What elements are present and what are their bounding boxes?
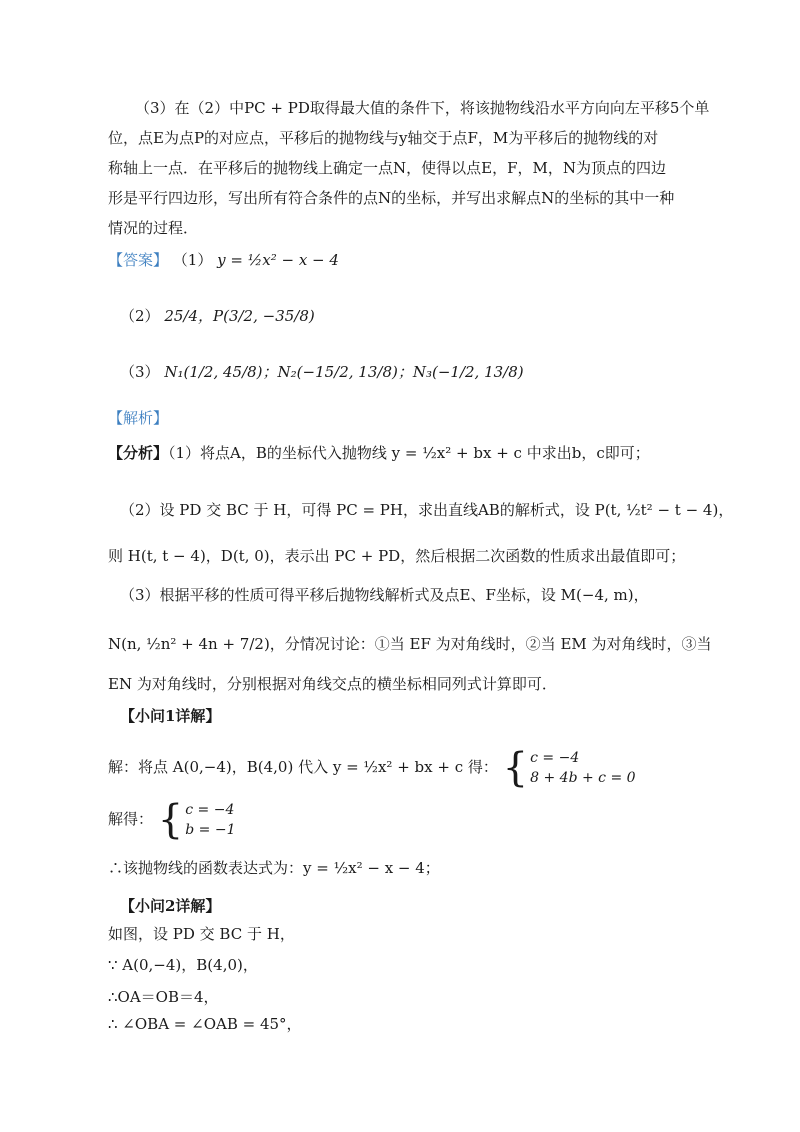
analysis-line-1	[108, 443, 800, 463]
fenxi-tag: 【分析】	[108, 444, 169, 462]
analysis-f1: （1）将点A，B的坐标代入抛物线 y = ½x² + bx + c 中求出b，c即可；	[168, 444, 650, 462]
q1-system-1: { c = −4 8 + 4b + c = 0	[502, 745, 636, 791]
analysis-line-2: （2）设 PD 交 BC 于 H，可得 PC = PH，求出直线AB的解析式，设 P(t, ½t² − t − 4)，	[120, 501, 734, 519]
q1-line-3: ∴该抛物线的函数表达式为：y = ½x² − x − 4；	[108, 859, 440, 877]
answer-line-2	[120, 306, 800, 326]
q2-line-2: ∵ A(0,−4)，B(4,0)，	[108, 956, 258, 974]
q1-system-1-row-1: c = −4	[530, 750, 580, 766]
part3-line-5: 情况的过程．	[108, 219, 199, 237]
answer-line-1	[108, 250, 800, 270]
q1-system-1-row-2: 8 + 4b + c = 0	[530, 770, 636, 786]
analysis-tag: 【解析】	[108, 409, 169, 427]
q1-line-2	[108, 797, 800, 843]
answer-3-prefix: （3）	[120, 363, 160, 381]
analysis-line-3: 则 H(t, t − 4)，D(t, 0)，表示出 PC + PD，然后根据二次函数的性质求出最值即可；	[108, 547, 686, 565]
part3-line-3: 称轴上一点．在平移后的抛物线上确定一点N，使得以点E，F，M，N为顶点的四边	[108, 159, 666, 177]
q1-system-2: { c = −4 b = −1	[157, 797, 236, 843]
part3-line-2: 位，点E为点P的对应点，平移后的抛物线与y轴交于点F，M为平移后的抛物线的对	[108, 129, 659, 147]
answer-tag: 【答案】	[108, 251, 169, 269]
q2-line-1: 如图，设 PD 交 BC 于 H，	[108, 925, 295, 943]
analysis-line-5: N(n, ½n² + 4n + 7/2)，分情况讨论：①当 EF 为对角线时，②当 EM 为对角线时，③当	[108, 635, 712, 653]
answer-1: y = ½x² − x − 4	[217, 251, 339, 269]
answer-3: N₁(1/2, 45/8)；N₂(−15/2, 13/8)；N₃(−1/2, 13/8)	[164, 363, 524, 381]
part3-line-4: 形是平行四边形，写出所有符合条件的点N的坐标，并写出求解点N的坐标的其中一种	[108, 189, 675, 207]
answer-2: 25/4，P(3/2, −35/8)	[164, 307, 315, 325]
q2-line-4: ∴ ∠OBA = ∠OAB = 45°，	[108, 1015, 302, 1033]
q2-tag: 【小问2详解】	[120, 897, 221, 915]
analysis-line-4: （3）根据平移的性质可得平移后抛物线解析式及点E、F坐标，设 M(−4, m)，	[120, 586, 649, 604]
q1-system-2-row-1: c = −4	[185, 802, 235, 818]
q1-step-1: 解：将点 A(0,−4)，B(4,0) 代入 y = ½x² + bx + c 得：	[108, 758, 498, 776]
answer-line-3	[120, 362, 800, 382]
analysis-line-6: EN 为对角线时，分别根据对角线交点的横坐标相同列式计算即可．	[108, 675, 557, 693]
part3-line-1: （3）在（2）中PC + PD取得最大值的条件下，将该抛物线沿水平方向向左平移5个单	[135, 99, 710, 117]
answer-1-prefix: （1）	[172, 251, 213, 269]
q1-tag: 【小问1详解】	[120, 707, 221, 725]
answer-2-prefix: （2）	[120, 307, 160, 325]
q1-step-2: 解得：	[108, 810, 154, 828]
q1-system-2-row-2: b = −1	[185, 822, 236, 838]
q1-line-1	[108, 745, 800, 791]
q2-line-3: ∴OA＝OB＝4，	[108, 988, 219, 1006]
